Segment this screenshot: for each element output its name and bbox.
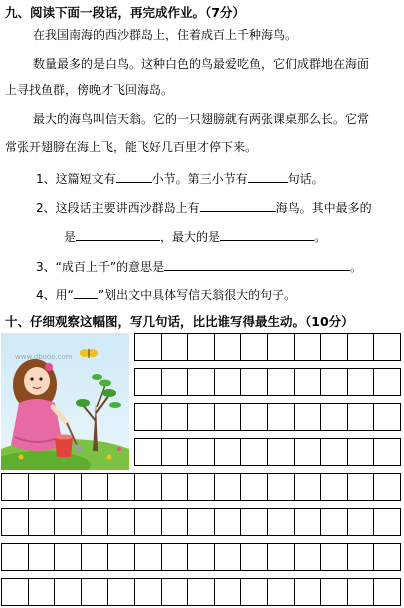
q1-text-b: 小节。第三小节有 — [151, 172, 248, 186]
grid-cell[interactable] — [134, 543, 162, 571]
grid-cell[interactable] — [161, 508, 189, 536]
grid-cell[interactable] — [28, 543, 56, 571]
grid-cell[interactable] — [54, 578, 82, 606]
question-3 — [36, 258, 362, 275]
grid-cell[interactable] — [373, 578, 401, 606]
grid-cell[interactable] — [214, 578, 242, 606]
grid-cell[interactable] — [187, 578, 215, 606]
grid-cell[interactable] — [107, 473, 135, 501]
grid-cell[interactable] — [240, 368, 268, 396]
grid-cell[interactable] — [347, 368, 375, 396]
grid-cell[interactable] — [320, 578, 348, 606]
grid-cell[interactable] — [187, 403, 215, 431]
grid-cell[interactable] — [347, 508, 375, 536]
grid-cell[interactable] — [240, 403, 268, 431]
grid-cell[interactable] — [134, 333, 162, 361]
grid-cell[interactable] — [267, 403, 295, 431]
grid-cell[interactable] — [1, 578, 29, 606]
grid-cell[interactable] — [373, 543, 401, 571]
grid-cell[interactable] — [134, 368, 162, 396]
grid-cell[interactable] — [347, 543, 375, 571]
grid-cell[interactable] — [81, 473, 109, 501]
grid-cell[interactable] — [107, 578, 135, 606]
grid-cell[interactable] — [81, 508, 109, 536]
grid-cell[interactable] — [240, 508, 268, 536]
grid-cell[interactable] — [347, 473, 375, 501]
grid-cell[interactable] — [214, 473, 242, 501]
grid-cell[interactable] — [294, 368, 322, 396]
q2-blank-count[interactable] — [200, 199, 276, 212]
grid-cell[interactable] — [134, 578, 162, 606]
grid-cell[interactable] — [294, 438, 322, 466]
grid-cell[interactable] — [267, 473, 295, 501]
grid-cell[interactable] — [294, 543, 322, 571]
q1-text-c: 句话。 — [287, 172, 324, 186]
grid-cell[interactable] — [347, 438, 375, 466]
grid-cell[interactable] — [240, 543, 268, 571]
grid-cell[interactable] — [267, 438, 295, 466]
grid-cell[interactable] — [214, 508, 242, 536]
grid-cell[interactable] — [267, 333, 295, 361]
passage-line-4: 最大的海鸟叫信天翁。它的一只翅膀就有两张课桌那么长。它常 — [33, 112, 370, 126]
grid-cell[interactable] — [54, 508, 82, 536]
q3-blank-meaning[interactable] — [164, 258, 350, 271]
question-2 — [36, 199, 372, 216]
grid-cell[interactable] — [267, 578, 295, 606]
q1-text-a: 1、这篇短文有 — [36, 172, 116, 186]
passage-line-2: 数量最多的是白鸟。这种白色的鸟最爱吃鱼，它们成群地在海面 — [33, 57, 370, 71]
grid-cell[interactable] — [320, 403, 348, 431]
grid-cell[interactable] — [214, 438, 242, 466]
grid-cell[interactable] — [134, 403, 162, 431]
grid-cell[interactable] — [294, 578, 322, 606]
grid-cell[interactable] — [161, 578, 189, 606]
passage-line-5: 常张开翅膀在海上飞，能飞好几百里才停下来。 — [5, 140, 258, 154]
grid-cell[interactable] — [320, 333, 348, 361]
grid-cell[interactable] — [161, 438, 189, 466]
grid-cell[interactable] — [267, 368, 295, 396]
grid-cell[interactable] — [373, 403, 401, 431]
grid-cell[interactable] — [1, 543, 29, 571]
q4-text-a: 4、用“ — [36, 288, 74, 302]
grid-cell[interactable] — [294, 403, 322, 431]
grid-cell[interactable] — [28, 578, 56, 606]
q2-text-d: ，最大的是 — [160, 230, 221, 244]
girl-planting-tree-picture — [1, 333, 129, 470]
watermark-text: www.dbooo.com — [15, 353, 73, 361]
q2-text-a: 2、这段话主要讲西沙群岛上有 — [36, 201, 200, 215]
grid-cell[interactable] — [373, 508, 401, 536]
grid-cell[interactable] — [347, 333, 375, 361]
grid-cell[interactable] — [320, 368, 348, 396]
grid-cell[interactable] — [28, 508, 56, 536]
grid-cell[interactable] — [81, 543, 109, 571]
grid-cell[interactable] — [187, 473, 215, 501]
grid-cell[interactable] — [107, 543, 135, 571]
q2-text-e: 。 — [314, 230, 327, 244]
grid-cell[interactable] — [373, 368, 401, 396]
grid-cell[interactable] — [161, 333, 189, 361]
q2-text-b: 海鸟。其中最多的 — [275, 201, 372, 215]
passage-line-3: 上寻找鱼群，傍晚才飞回海岛。 — [5, 83, 174, 97]
grid-cell[interactable] — [267, 508, 295, 536]
grid-cell[interactable] — [240, 473, 268, 501]
grid-cell[interactable] — [161, 368, 189, 396]
section-10-title: 十、仔细观察这幅图，写几句话，比比谁写得最生动。（10分） — [5, 314, 354, 329]
question-4 — [36, 286, 296, 303]
grid-cell[interactable] — [134, 473, 162, 501]
q2-blank-largest[interactable] — [220, 228, 314, 241]
grid-cell[interactable] — [320, 508, 348, 536]
q3-text-b: 。 — [350, 260, 363, 274]
grid-cell[interactable] — [373, 438, 401, 466]
grid-cell[interactable] — [1, 473, 29, 501]
grid-cell[interactable] — [214, 543, 242, 571]
question-2-continued — [64, 228, 326, 245]
grid-cell[interactable] — [1, 508, 29, 536]
q2-blank-most[interactable] — [76, 228, 160, 241]
grid-cell[interactable] — [373, 333, 401, 361]
grid-cell[interactable] — [161, 473, 189, 501]
grid-cell[interactable] — [320, 473, 348, 501]
grid-cell[interactable] — [347, 578, 375, 606]
grid-cell[interactable] — [347, 403, 375, 431]
grid-cell[interactable] — [134, 508, 162, 536]
grid-cell[interactable] — [240, 438, 268, 466]
grid-cell[interactable] — [267, 543, 295, 571]
grid-cell[interactable] — [320, 438, 348, 466]
grid-cell[interactable] — [240, 578, 268, 606]
q2-text-c: 是 — [64, 230, 77, 244]
q1-blank-sentences[interactable] — [248, 170, 288, 183]
grid-cell[interactable] — [134, 438, 162, 466]
grid-cell[interactable] — [240, 333, 268, 361]
question-1 — [36, 170, 324, 187]
q3-text-a: 3、“成百上千”的意思是 — [36, 260, 165, 274]
grid-cell[interactable] — [214, 333, 242, 361]
grid-cell[interactable] — [187, 368, 215, 396]
grid-cell[interactable] — [294, 508, 322, 536]
grid-cell[interactable] — [107, 508, 135, 536]
grid-cell[interactable] — [320, 543, 348, 571]
grid-cell[interactable] — [294, 473, 322, 501]
grid-cell[interactable] — [187, 543, 215, 571]
grid-cell[interactable] — [81, 578, 109, 606]
grid-cell[interactable] — [214, 403, 242, 431]
grid-cell[interactable] — [187, 508, 215, 536]
grid-cell[interactable] — [161, 403, 189, 431]
grid-cell[interactable] — [187, 333, 215, 361]
grid-cell[interactable] — [294, 333, 322, 361]
grid-cell[interactable] — [54, 543, 82, 571]
q4-underline-sample — [74, 286, 98, 299]
grid-cell[interactable] — [373, 473, 401, 501]
q4-text-b: ”划出文中具体写信天翁很大的句子。 — [97, 288, 297, 302]
grid-cell[interactable] — [187, 438, 215, 466]
passage-line-1: 在我国南海的西沙群岛上，住着成百上千种海鸟。 — [33, 28, 298, 42]
grid-cell[interactable] — [54, 473, 82, 501]
q1-blank-sections[interactable] — [116, 170, 152, 183]
grid-cell[interactable] — [161, 543, 189, 571]
grid-cell[interactable] — [28, 473, 56, 501]
grid-cell[interactable] — [214, 368, 242, 396]
section-9-title: 九、阅读下面一段话，再完成作业。（7分） — [5, 5, 245, 20]
